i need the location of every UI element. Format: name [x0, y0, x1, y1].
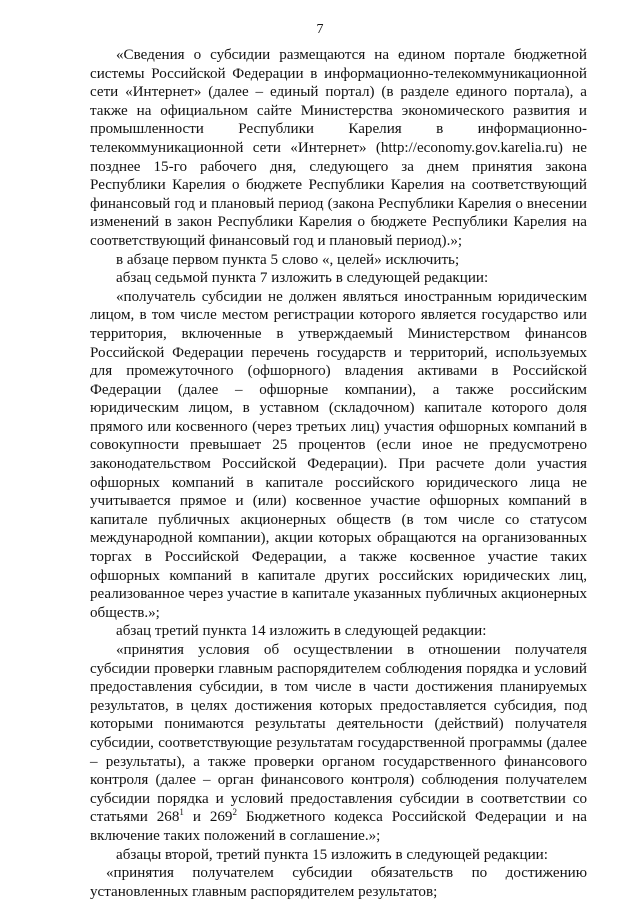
paragraph: абзацы второй, третий пункта 15 изложить в следующей редакции: — [116, 846, 548, 863]
page-number: 7 — [316, 22, 324, 37]
paragraph: в абзаце первом пункта 5 слово «, целей» исключить; — [116, 251, 460, 268]
paragraph — [90, 641, 587, 846]
superscript: 2 — [232, 807, 237, 818]
text-run: и 269 — [183, 809, 233, 826]
text-run: «принятия условия об осуществлении в отношении получателя субсидии проверки главным распорядителем соблюдения порядка и условий предоставления субсидии, в том числе в части достижения планируемых результатов, в целях достижения которых предоставляется субсидия, под которыми понимаются результаты деятельности (действий) получателя субсидии, соответствующие результатам государственной программы (далее – результаты), а также проверки органом государственного финансового контроля (далее – орган финансового контроля) соблюдения получателем субсидии порядка и условий предоставления субсидии в соответствии со статьями 268 — [90, 642, 587, 826]
document-body — [90, 46, 587, 901]
text-run: Бюджетного кодекса Российской Федерации и на включение таких положений в соглашение.»; — [90, 809, 587, 844]
paragraph: абзац седьмой пункта 7 изложить в следующей редакции: — [116, 270, 489, 287]
paragraph: «получатель субсидии не должен являться иностранным юридическим лицом, в том числе местом регистрации которого является государство или территория, включенные в утверждаемый Министерством финансов Российской Федерации перечень государств и территорий, используемых для промежуточного (офшорного) владения активами в Российской Федерации (далее – офшорные компании), а также российским юридическим лицом, в уставном (складочном) капитале которого доля прямого или косвенного (через третьих лиц) участия офшорных компаний в совокупности превышает 25 процентов (если иное не предусмотрено законодательством Российской Федерации). При расчете доли участия офшорных компаний в капитале российского юридического лица не учитывается прямое и (или) косвенное участие офшорных компаний в капитале публичных акционерных обществ (в том числе со статусом международной компании), акции которых обращаются на организованных торгах в Российской Федерации, а также косвенное участие таких офшорных компаний в капитале других российских юридических лиц, реализованное через участие в капитале указанных публичных акционерных обществ.»; — [90, 288, 587, 621]
paragraph: «Сведения о субсидии размещаются на едином портале бюджетной системы Российской Федерации в информационно-телекоммуникационной сети «Интернет» (далее – единый портал) (в разделе единого портала), а также на официальном сайте Министерства экономического развития и промышленности Республики Карелия в информационно-телекоммуникационной сети «Интернет» (http://economy.gov.karelia.ru) не позднее 15-го рабочего дня, следующего за днем принятия закона Республики Карелия о бюджете Республики Карелия на соответствующий финансовый год и плановый период (закона Республики Карелия о внесении изменений в закон Республики Карелия о бюджете Республики Карелия на соответствующий финансовый год и плановый период).»; — [90, 47, 587, 249]
paragraph: «принятия получателем субсидии обязательств по достижению установленных главным распорядителем результатов; — [90, 865, 587, 900]
paragraph: абзац третий пункта 14 изложить в следующей редакции: — [116, 623, 487, 640]
superscript: 1 — [179, 807, 184, 818]
